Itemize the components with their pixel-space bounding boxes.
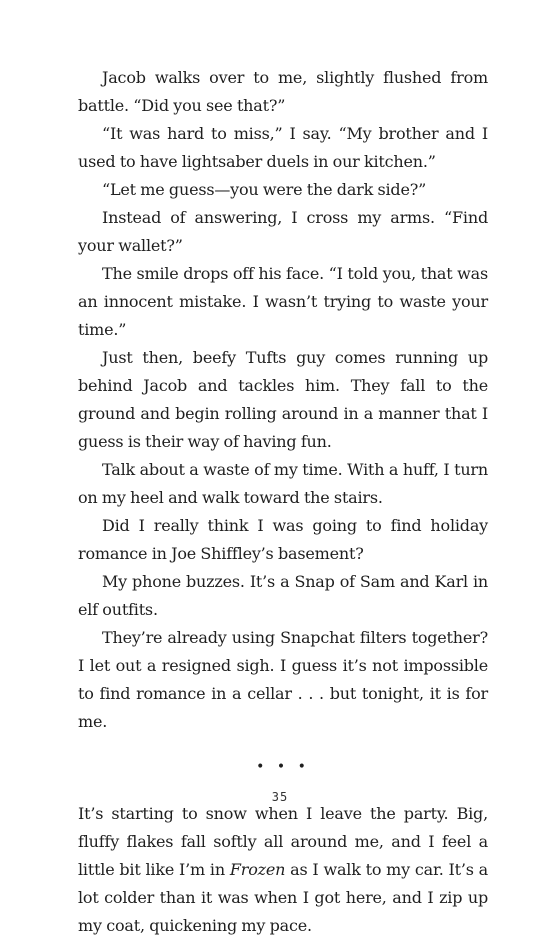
book-title-italic: Frozen xyxy=(229,860,286,879)
paragraph-3: “Let me guess—you were the dark side?” xyxy=(102,180,427,199)
paragraph-8: Did I really think I was going to find holiday romance in Joe Shiffley’s basement? xyxy=(78,516,488,563)
paragraph-4: Instead of answering, I cross my arms. “Find your wallet?” xyxy=(78,208,488,255)
paragraph-2: “It was hard to miss,” I say. “My brother and I used to have lightsaber duels in our kitchen.” xyxy=(78,124,488,171)
final-paragraph-start: It’s starting to snow when I leave the party. Big, fluffy flakes fall softly all around me, and I feel a little bit like I’m in xyxy=(78,804,488,879)
final-paragraph xyxy=(78,800,488,940)
paragraph-5: The smile drops off his face. “I told you, that was an innocent mistake. I wasn’t trying to waste your time.” xyxy=(78,264,488,339)
page-number: 35 xyxy=(271,790,289,804)
paragraph-6: Just then, beefy Tufts guy comes running up behind Jacob and tackles him. They fall to the ground and begin rolling around in a manner that I guess is their way of having fun. xyxy=(78,348,488,451)
section-separator: • • • xyxy=(256,759,310,775)
paragraph-7: Talk about a waste of my time. With a huff, I turn on my heel and walk toward the stairs. xyxy=(78,460,488,507)
paragraph-1: Jacob walks over to me, slightly flushed from battle. “Did you see that?” xyxy=(78,68,488,115)
paragraph-9: My phone buzzes. It’s a Snap of Sam and Karl in elf outfits. xyxy=(78,572,488,619)
paragraph-10: They’re already using Snapchat filters together? I let out a resigned sigh. I guess it’s not impossible to find romance in a cellar . . . but tonight, it is for me. xyxy=(78,628,488,731)
final-paragraph-end: as I walk to my car. It’s a lot colder than it was when I got here, and I zip up my coat, quickening my pace. xyxy=(78,860,488,935)
book-page xyxy=(78,64,488,940)
